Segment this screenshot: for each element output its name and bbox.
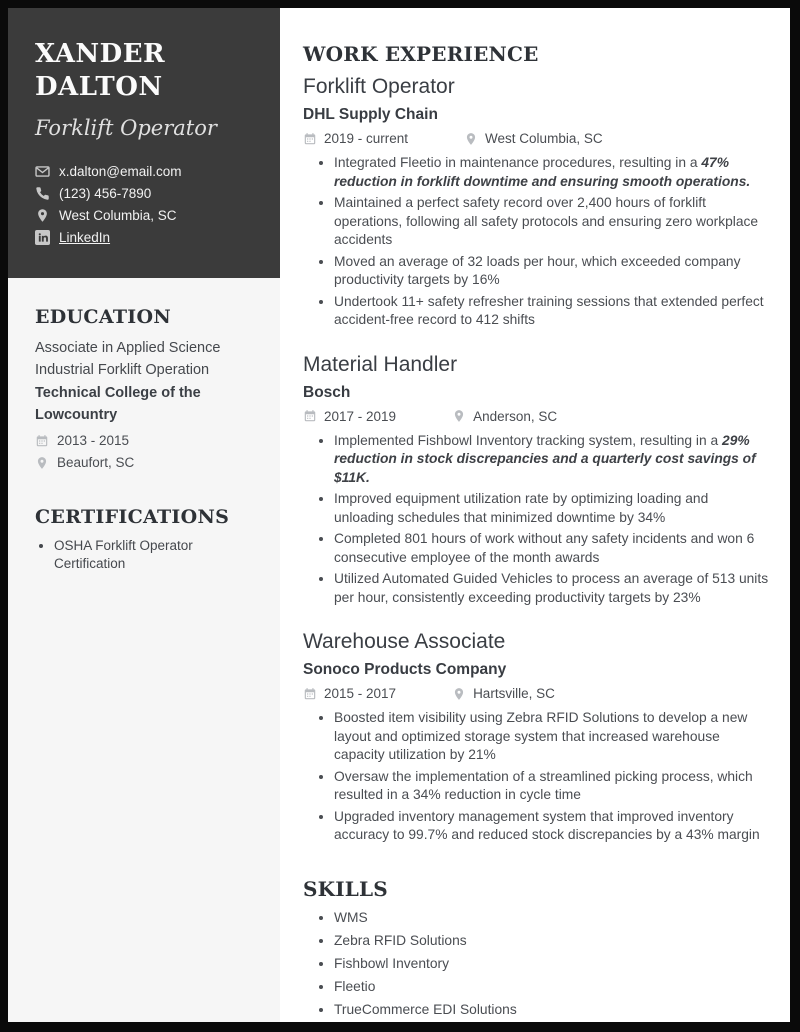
calendar-icon — [303, 132, 317, 146]
job-title: Material Handler — [303, 352, 458, 376]
job-bullet: • Integrated Fleetio in maintenance procedures, resulting in a 47% reduction in forklift downtime and ensuring smooth operations. — [334, 154, 770, 191]
job-bullet: • Completed 801 hours of work without any safety incidents and won 6 consecutive employee of the month awards — [334, 530, 770, 567]
candidate-name: XANDER DALTON — [35, 39, 166, 102]
resume-sheet — [8, 8, 790, 1022]
certifications-list — [35, 537, 256, 572]
job-meta-row — [303, 131, 770, 146]
skills-heading: SKILLS — [303, 876, 388, 901]
job-company: Sonoco Products Company — [303, 661, 507, 678]
location-icon — [452, 409, 466, 423]
location-icon — [464, 132, 478, 146]
job-meta-row — [303, 409, 770, 424]
location-icon — [35, 456, 49, 470]
job-location-text: Anderson, SC — [473, 408, 558, 424]
contact-text: x.dalton@email.com — [59, 164, 182, 179]
jobs-container — [303, 74, 770, 845]
job-bullet: • Upgraded inventory management system that improved inventory accuracy to 99.7% and reduced stock discrepancies by a 43% margin — [334, 808, 770, 845]
skills-list — [303, 909, 770, 1020]
skill-item: • WMS — [334, 909, 770, 928]
skill-item: • Fleetio — [334, 978, 770, 997]
job-bullet: • Maintained a perfect safety record over 2,400 hours of forklift operations, following all safety protocols and ensuring zero workplace accidents — [334, 194, 770, 250]
education-heading: EDUCATION — [35, 306, 171, 328]
job-entry — [303, 352, 770, 608]
main-column — [280, 8, 790, 1022]
bullet-emphasis: 29% reduction in stock discrepancies and a quarterly cost savings of $11K. — [334, 432, 756, 485]
education-location: Beaufort, SC — [57, 455, 135, 470]
job-location-text: Hartsville, SC — [473, 686, 555, 701]
bullet-emphasis: 47% reduction in forklift downtime and ensuring smooth operations. — [334, 155, 751, 189]
contact-list — [35, 164, 256, 245]
contact-text: West Columbia, SC — [59, 208, 177, 223]
contact-item — [35, 208, 256, 223]
sidebar-body — [8, 278, 280, 608]
education-section — [35, 306, 256, 470]
education-dates: 2013 - 2015 — [57, 433, 130, 448]
degree-lines — [35, 337, 256, 381]
job-bullet: • Undertook 11+ safety refresher training sessions that extended perfect accident-free record to 412 shifts — [334, 293, 770, 330]
skills-section — [303, 877, 770, 1020]
school-name: Technical College of the Lowcountry — [35, 385, 201, 423]
location-icon — [35, 208, 50, 223]
job-bullet: • Improved equipment utilization rate by optimizing loading and unloading schedules that minimized downtime by 34% — [334, 490, 770, 527]
job-bullet: • Boosted item visibility using Zebra RFID Solutions to develop a new layout and optimized storage system that increased warehouse capacity utilization by 21% — [334, 709, 770, 765]
job-bullet: • Oversaw the implementation of a streamlined picking process, which resulted in a 34% reduction in cycle time — [334, 768, 770, 805]
job-location — [464, 131, 603, 146]
phone-icon — [35, 186, 50, 201]
contact-link[interactable]: LinkedIn — [59, 230, 111, 245]
job-entry — [303, 629, 770, 845]
skill-item: • Fishbowl Inventory — [334, 955, 770, 974]
education-dates-row — [35, 433, 256, 448]
job-location — [452, 686, 555, 701]
work-experience-heading: WORK EXPERIENCE — [303, 42, 539, 66]
job-dates — [303, 131, 408, 146]
job-bullet: • Utilized Automated Guided Vehicles to process an average of 513 units per hour, consistently exceeding productivity targets by 23% — [334, 570, 770, 607]
job-bullet: • Moved an average of 32 loads per hour, which exceeded company productivity targets by 16% — [334, 253, 770, 290]
contact-item — [35, 230, 256, 245]
candidate-job-title: Forklift Operator — [35, 116, 217, 140]
contact-item — [35, 186, 256, 201]
job-title: Warehouse Associate — [303, 630, 506, 653]
calendar-icon — [35, 434, 49, 448]
job-company: Bosch — [303, 383, 351, 401]
degree-line: Associate in Applied Science — [35, 340, 221, 356]
job-location — [452, 409, 557, 424]
job-location-text: West Columbia, SC — [485, 131, 603, 146]
job-bullets — [303, 154, 770, 330]
email-icon — [35, 164, 50, 179]
skill-item: • Zebra RFID Solutions — [334, 932, 770, 951]
certifications-section — [35, 506, 256, 572]
calendar-icon — [303, 409, 317, 423]
contact-item — [35, 164, 256, 179]
skill-item: • TrueCommerce EDI Solutions — [334, 1001, 770, 1020]
job-bullets — [303, 432, 770, 608]
calendar-icon — [303, 687, 317, 701]
certification-item: • OSHA Forklift Operator Certification — [54, 537, 256, 572]
job-meta-row — [303, 686, 770, 701]
job-bullet: • Implemented Fishbowl Inventory tracking system, resulting in a 29% reduction in stock discrepancies and a quarterly cost savings of $11K. — [334, 432, 770, 488]
linkedin-icon — [35, 230, 50, 245]
contact-text: (123) 456-7890 — [59, 186, 152, 201]
job-dates — [303, 409, 396, 424]
education-location-row — [35, 455, 256, 470]
work-experience-section — [303, 42, 770, 845]
location-icon — [452, 687, 466, 701]
job-dates-text: 2015 - 2017 — [324, 686, 397, 701]
job-dates-text: 2019 - current — [324, 131, 409, 146]
job-dates — [303, 686, 396, 701]
job-company: DHL Supply Chain — [303, 106, 438, 123]
job-entry — [303, 74, 770, 330]
certifications-heading: CERTIFICATIONS — [35, 506, 230, 528]
degree-line: Industrial Forklift Operation — [35, 362, 210, 378]
sidebar-header — [8, 8, 280, 278]
job-bullets — [303, 709, 770, 845]
job-title: Forklift Operator — [303, 75, 455, 98]
sidebar — [8, 8, 280, 1022]
job-dates-text: 2017 - 2019 — [324, 408, 397, 424]
